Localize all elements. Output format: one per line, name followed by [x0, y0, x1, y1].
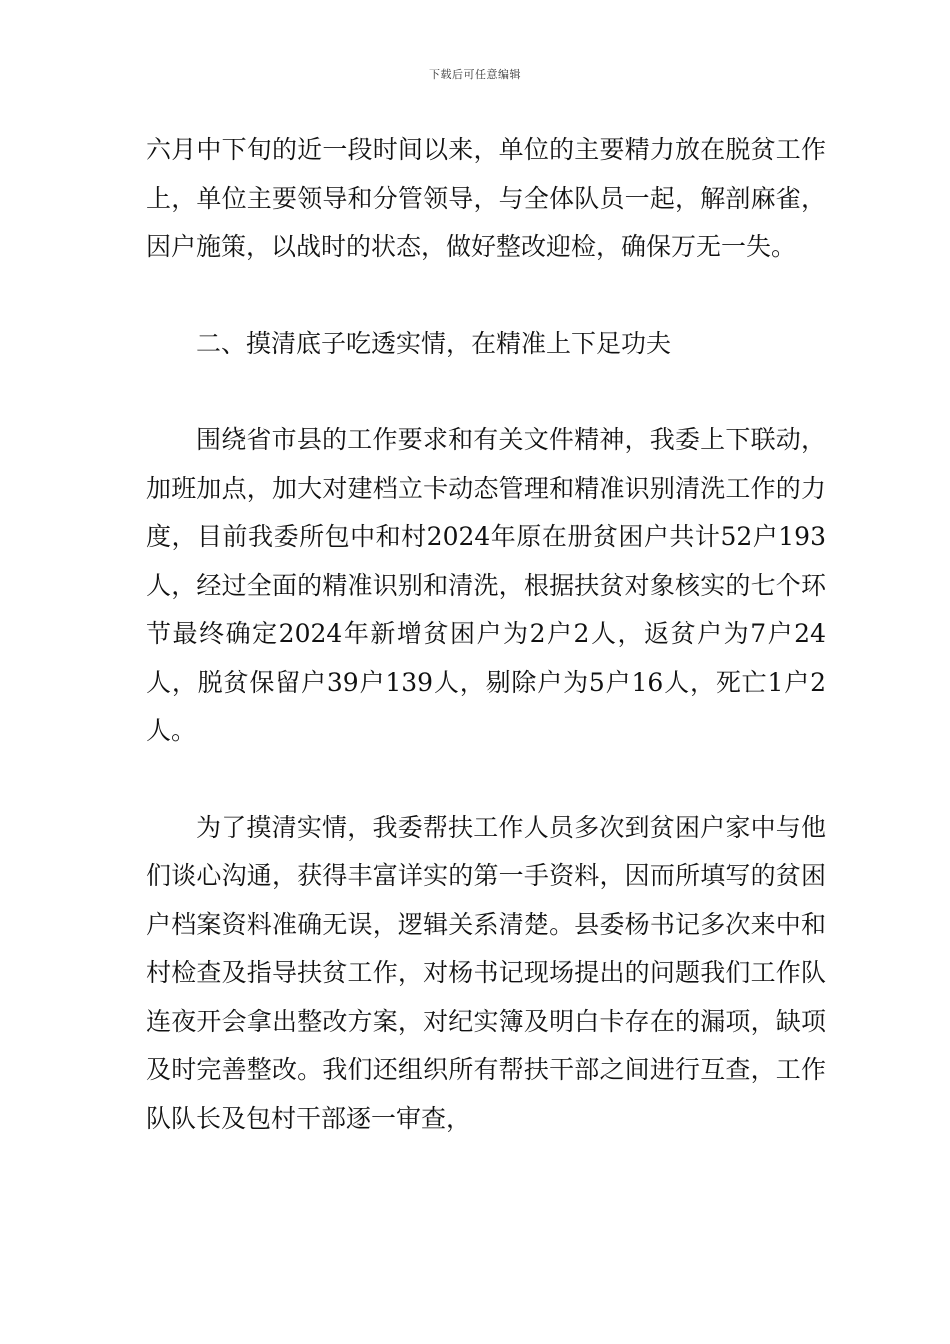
paragraph-2: 围绕省市县的工作要求和有关文件精神，我委上下联动，加班加点，加大对建档立卡动态管理和精准识别清洗工作的力度，目前我委所包中和村2024年原在册贫困户共计52户193人，经过全面的精准识别和清洗，根据扶贫对象核实的七个环节最终确定2024年新增贫困户为2户2人，返贫户为7户24人，脱贫保留户39户139人，剔除户为5户16人，死亡1户2人。	[146, 425, 826, 745]
document-body	[146, 126, 826, 1143]
page-header-note: 下载后可任意编辑	[429, 68, 521, 81]
section-heading-2: 二、摸清底子吃透实情，在精准上下足功夫	[196, 328, 672, 358]
paragraph-1: 六月中下旬的近一段时间以来，单位的主要精力放在脱贫工作上，单位主要领导和分管领导，与全体队员一起，解剖麻雀，因户施策，以战时的状态，做好整改迎检，确保万无一失。	[146, 135, 826, 261]
paragraph-3: 为了摸清实情，我委帮扶工作人员多次到贫困户家中与他们谈心沟通，获得丰富详实的第一手资料，因而所填写的贫困户档案资料准确无误，逻辑关系清楚。县委杨书记多次来中和村检查及指导扶贫工作，对杨书记现场提出的问题我们工作队连夜开会拿出整改方案，对纪实簿及明白卡存在的漏项，缺项及时完善整改。我们还组织所有帮扶干部之间进行互查，工作队队长及包村干部逐一审查，	[146, 812, 826, 1133]
